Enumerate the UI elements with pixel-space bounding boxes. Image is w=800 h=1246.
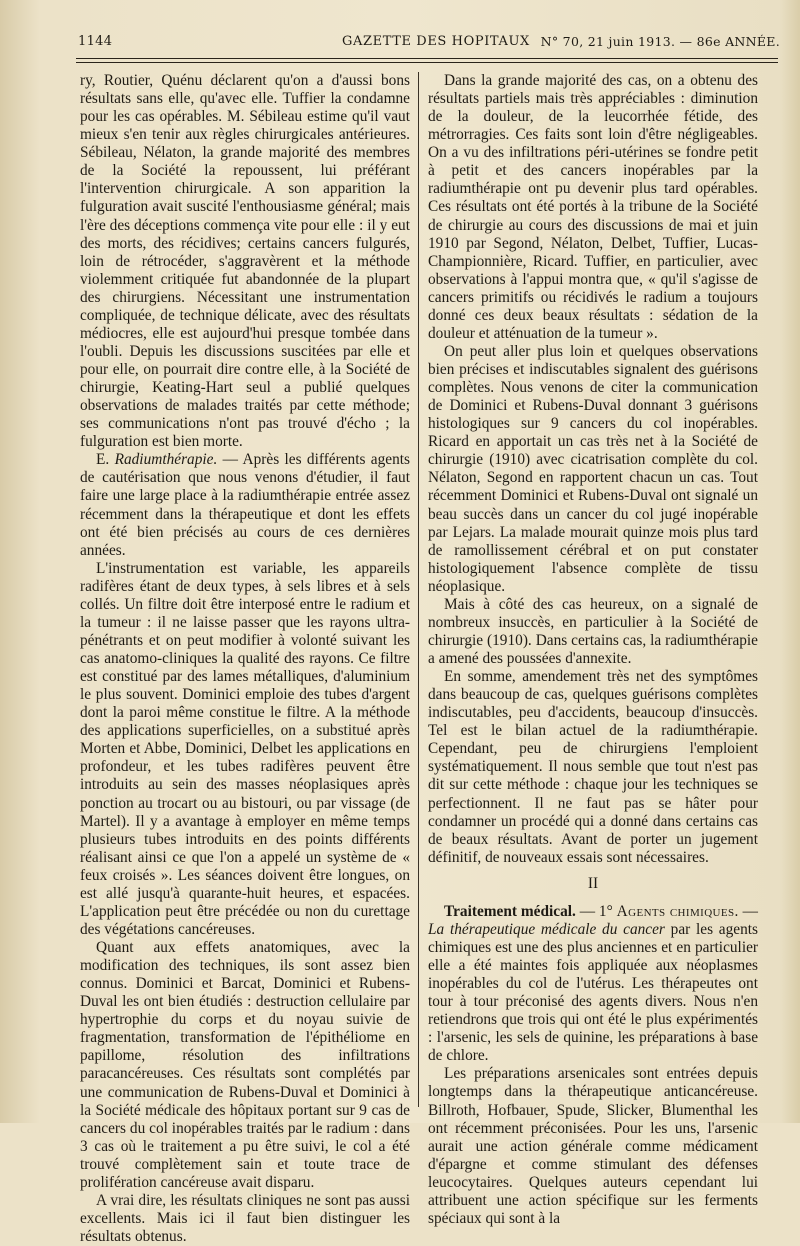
dash: — 1°	[575, 902, 617, 920]
paragraph: Dans la grande majorité des cas, on a obtenu des résultats partiels mais très appréciables : diminution de la douleur, de la leucorrhée fétide, des métrorragies. Ces faits sont loin d'être négligeables. On a vu des infiltrations péri-utérines se fondre petit à petit et des cancers inopérables par la radiumthérapie ont pu devenir plus tard opérables. Ces résultats ont été portés à la tribune de la Société de chirurgie au cours des discussions de mai et juin 1910 par Segond, Nélaton, Delbet, Tuffier, Lucas-Championnière, Ricard. Tuffier, en particulier, avec observations à l'appui montra que, « qu'il s'agisse de cancers primitifs ou récidivés le radium a toujours donné ces deux beaux résultats : sédation de la douleur et atténuation de la tumeur ».	[428, 72, 758, 342]
paragraph: Les préparations arsenicales sont entrées depuis longtemps dans la thérapeutique anticancéreuse. Billroth, Hofbauer, Spude, Slicker, Blumenthal les ont récemment préconisées. Pour les uns, l'arsenic aurait une action générale comme médicament d'épargne et comme stimulant des défenses leucocytaires. Quelques auteurs cependant lui attribuent une action spécifique sur les ferments spéciaux qui sont à la	[428, 1065, 758, 1227]
issue-info: N° 70, 21 juin 1913. — 86e ANNÉE.	[540, 34, 780, 49]
paragraph-radiumtherapie	[80, 451, 410, 559]
paragraph-text: — Après les différents agents de cautérisation que nous venons d'étudier, il faut faire une large place à la radiumthérapie entrée assez récemment dans la thérapeutique et dont les effets ont été bien précisés au cours de ces dernières années.	[80, 451, 411, 559]
paragraph-text: par les agents chimiques est une des plus anciennes et en particulier elle a été maintes fois appliquée aux néoplasmes inopérables du col de l'utérus. Les thérapeutes ont tour à tour préconisé des agents divers. Nous n'en retiendrons que trois qui ont été le plus expérimentés : l'arsenic, les sels de quinine, les préparations à base de chlore.	[428, 920, 758, 1065]
page-header	[78, 34, 780, 54]
left-column	[80, 72, 410, 1246]
paragraph: Quant aux effets anatomiques, avec la modification des techniques, ils sont assez bien connus. Dominici et Barcat, Dominici et Rubens-Duval les ont bien étudiés : destruction cellulaire par hypertrophie du corps et du noyau suivie de fragmentation, transformation de l'épithéliome en papillome, résolution des infiltrations paracancéreuses. Ces résultats sont complétés par une communication de Rubens-Duval et Dominici à la Société médicale des hôpitaux portant sur 9 cas de cancers du col inopérables traités par le radium : dans 3 cas où le traitement a pu être suivi, le col a été trouvé complètement sain et toute trace de prolifération cancéreuse avait disparu.	[80, 939, 410, 1191]
paragraph: ry, Routier, Quénu déclarent qu'on a d'aussi bons résultats sans elle, qu'avec elle. Tuffier la condamne pour les cas opérables. M. Sébileau estime qu'il vaut mieux s'en tenir aux règles chirurgicales antérieures. Sébileau, Nélaton, la grande majorité des membres de la Société la repoussent, lui préférant l'intervention chirurgicale. A son apparition la fulguration avait suscité l'enthousiasme général; mais l'ère des déceptions commença vite pour elle : il y eut des morts, des récidives; certains cancers fulgurés, loin de rétrocéder, s'aggravèrent et la méthode violemment critiquée fut abandonnée de la plupart des chirurgiens. Nécessitant une instrumentation compliquée, de technique délicate, avec des résultats médiocres, elle est aujourd'hui presque tombée dans l'oubli. Depuis les discussions suscitées par elle et pour elle, on pourrait dire contre elle, à la Société de chirurgie, Keating-Hart seul a publié quelques observations de malades traités par cette méthode; ses communications n'ont pas trouvé d'écho ; la fulguration est bien morte.	[80, 72, 410, 451]
section-heading: Traitement médical.	[444, 902, 576, 920]
section-title: Radiumthérapie.	[114, 451, 218, 469]
paragraph: On peut aller plus loin et quelques observations bien précises et indiscutables signalent des guérisons complètes. Nous venons de citer la communication de Dominici et Rubens-Duval donnant 3 guérisons histologiques sur 9 cancers du col inopérables. Ricard en apportait un cas très net à la Société de chirurgie (1910) avec cicatrisation complète du col. Nélaton, Segond en rapportent chacun un cas. Tout récemment Dominici et Rubens-Duval ont signalé un beau succès dans un cancer du col jugé inopérable par Lejars. La malade mourait quinze mois plus tard de ramollissement cérébral et on put constater histologiquement l'absence complète de tissu néoplasique.	[428, 342, 758, 595]
right-column	[428, 72, 758, 1228]
subsection-heading: Agents chimiques.	[616, 902, 739, 920]
dash: —	[738, 902, 758, 920]
header-rule-top	[76, 58, 778, 59]
column-divider	[418, 72, 419, 1107]
paragraph-traitement-medical	[428, 903, 758, 1066]
paragraph: Mais à côté des cas heureux, on a signalé de nombreux insuccès, en particulier à la Société de chirurgie (1910). Dans certains cas, la radiumthérapie a amené des poussées d'annexite.	[428, 595, 758, 667]
journal-title: GAZETTE DES HOPITAUX	[342, 34, 530, 49]
italic-phrase: La thérapeutique médicale du cancer	[428, 920, 665, 938]
paragraph: En somme, amendement très net des symptômes dans beaucoup de cas, quelques guérisons complètes indiscutables, peu d'accidents, beaucoup d'insuccès. Tel est le bilan actuel de la radiumthérapie. Cependant, peu de chirurgiens l'emploient systématiquement. Il nous semble que tout n'est pas dit sur cette méthode : chaque jour les techniques se perfectionnent. Il ne faut pas se hâter pour condamner un procédé qui a donné dans certains cas de beaux résultats. Avant de porter un jugement définitif, de nouveaux essais sont nécessaires.	[428, 668, 758, 866]
header-rule-bottom	[76, 62, 778, 63]
paragraph: L'instrumentation est variable, les appareils radifères étant de deux types, à sels libres et à sels collés. Un filtre doit être interposé entre le radium et la tumeur : il ne laisse passer que les rayons ultra-pénétrants et on peut modifier à volonté suivant les cas anatomo-cliniques la qualité des rayons. Ce filtre est constitué par des lames métalliques, d'aluminium le plus souvent. Dominici emploie des tubes d'argent dont la paroi même constitue le filtre. A la méthode des applications superficielles, on a substitué après Morten et Abbe, Dominici, Delbet les applications en profondeur, et les tubes radifères peuvent être introduits au sein des masses néoplasiques après ponction au trocart ou au bistouri, ou par vissage (de Martel). Il y a avantage à employer en même temps plusieurs tubes introduits en des points différents réalisant ainsi ce que l'on a appelé un système de « feux croisés ». Les séances doivent être longues, on est allé jusqu'à quarante-huit heures, et espacées. L'application peut être précédée ou non du curettage des végétations cancéreuses.	[80, 559, 410, 938]
paragraph: A vrai dire, les résultats cliniques ne sont pas aussi excellents. Mais ici il faut bien distinguer les résultats obtenus.	[80, 1191, 410, 1245]
section-letter: E.	[96, 451, 110, 469]
page-number: 1144	[78, 34, 113, 49]
section-numeral: II	[587, 874, 599, 892]
